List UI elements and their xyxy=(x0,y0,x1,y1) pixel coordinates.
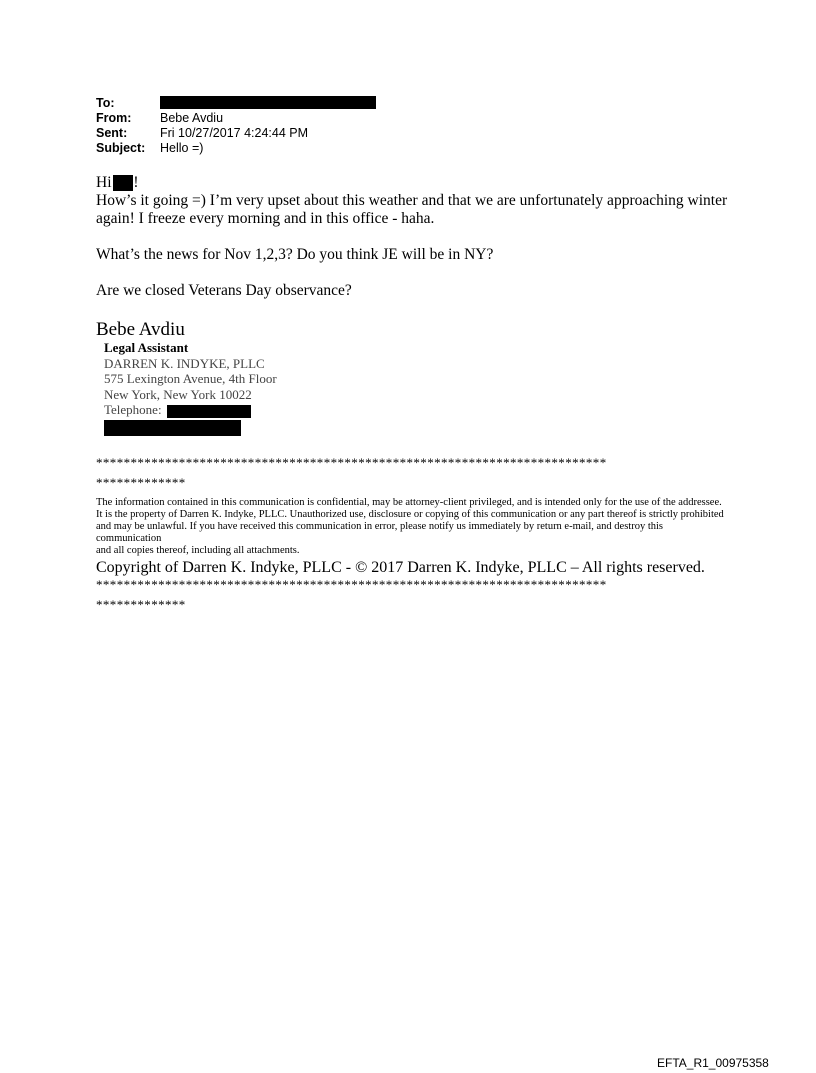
subject-value: Hello =) xyxy=(160,141,204,155)
greeting-suffix: ! xyxy=(133,174,139,191)
signature-block xyxy=(104,340,736,436)
disclaimer-line-4: and all copies thereof, including all attachments. xyxy=(96,545,300,556)
email-redaction-row xyxy=(104,418,736,436)
stars-divider-bottom: ************************************************************************** xyxy=(96,577,607,592)
telephone-label: Telephone: xyxy=(104,402,162,417)
signature-email-redaction xyxy=(104,420,241,436)
email-header xyxy=(96,96,376,156)
signature-title: Legal Assistant xyxy=(104,340,189,355)
signature-address-1: 575 Lexington Avenue, 4th Floor xyxy=(104,371,277,386)
sent-label: Sent: xyxy=(96,126,128,140)
sent-value: Fri 10/27/2017 4:24:44 PM xyxy=(160,126,309,140)
greeting-redaction xyxy=(113,175,133,191)
stars-divider-top: ************************************************************************** xyxy=(96,455,607,470)
subject-label: Subject: xyxy=(96,141,146,155)
copyright-notice: Copyright of Darren K. Indyke, PLLC - © 2017 Darren K. Indyke, PLLC – All rights reserved. xyxy=(96,559,705,576)
sent-row xyxy=(96,126,376,141)
from-value: Bebe Avdiu xyxy=(160,111,224,125)
disclaimer-line-2: It is the property of Darren K. Indyke, PLLC. Unauthorized use, disclosure or copying of this communication or any part thereof is strictly prohibited xyxy=(96,509,724,520)
greeting-prefix: Hi xyxy=(96,174,112,191)
disclaimer-line-3: and may be unlawful. If you have received this communication in error, please notify us immediately by return e-mail, and destroy this communication xyxy=(96,521,663,544)
telephone-redaction xyxy=(167,405,251,418)
stars-divider-bottom-tail: ************* xyxy=(96,597,186,612)
from-label: From: xyxy=(96,111,132,125)
body-paragraph-3: Are we closed Veterans Day observance? xyxy=(96,282,352,299)
to-label: To: xyxy=(96,96,115,110)
greeting xyxy=(96,174,736,192)
signature-firm: DARREN K. INDYKE, PLLC xyxy=(104,355,265,371)
disclaimer xyxy=(96,497,726,557)
signature-address-2: New York, New York 10022 xyxy=(104,386,252,402)
disclaimer-line-1: The information contained in this communication is confidential, may be attorney-client privileged, and is intended only for the use of the addressee. xyxy=(96,497,722,508)
from-row xyxy=(96,111,376,126)
to-redaction xyxy=(160,96,376,109)
signature-telephone xyxy=(104,402,736,418)
body-paragraph-2: What’s the news for Nov 1,2,3? Do you think JE will be in NY? xyxy=(96,246,494,263)
body-paragraph-1: How’s it going =) I’m very upset about this weather and that we are unfortunately approaching winter again! I freeze every morning and in this office - haha. xyxy=(96,192,728,227)
confidentiality-footer xyxy=(96,455,726,613)
signature-name: Bebe Avdiu xyxy=(96,319,185,340)
subject-row xyxy=(96,141,376,156)
document-id-stamp: EFTA_R1_00975358 xyxy=(657,1056,769,1070)
email-body xyxy=(96,174,736,436)
to-row xyxy=(96,96,376,111)
stars-divider-top-tail: ************* xyxy=(96,475,186,490)
